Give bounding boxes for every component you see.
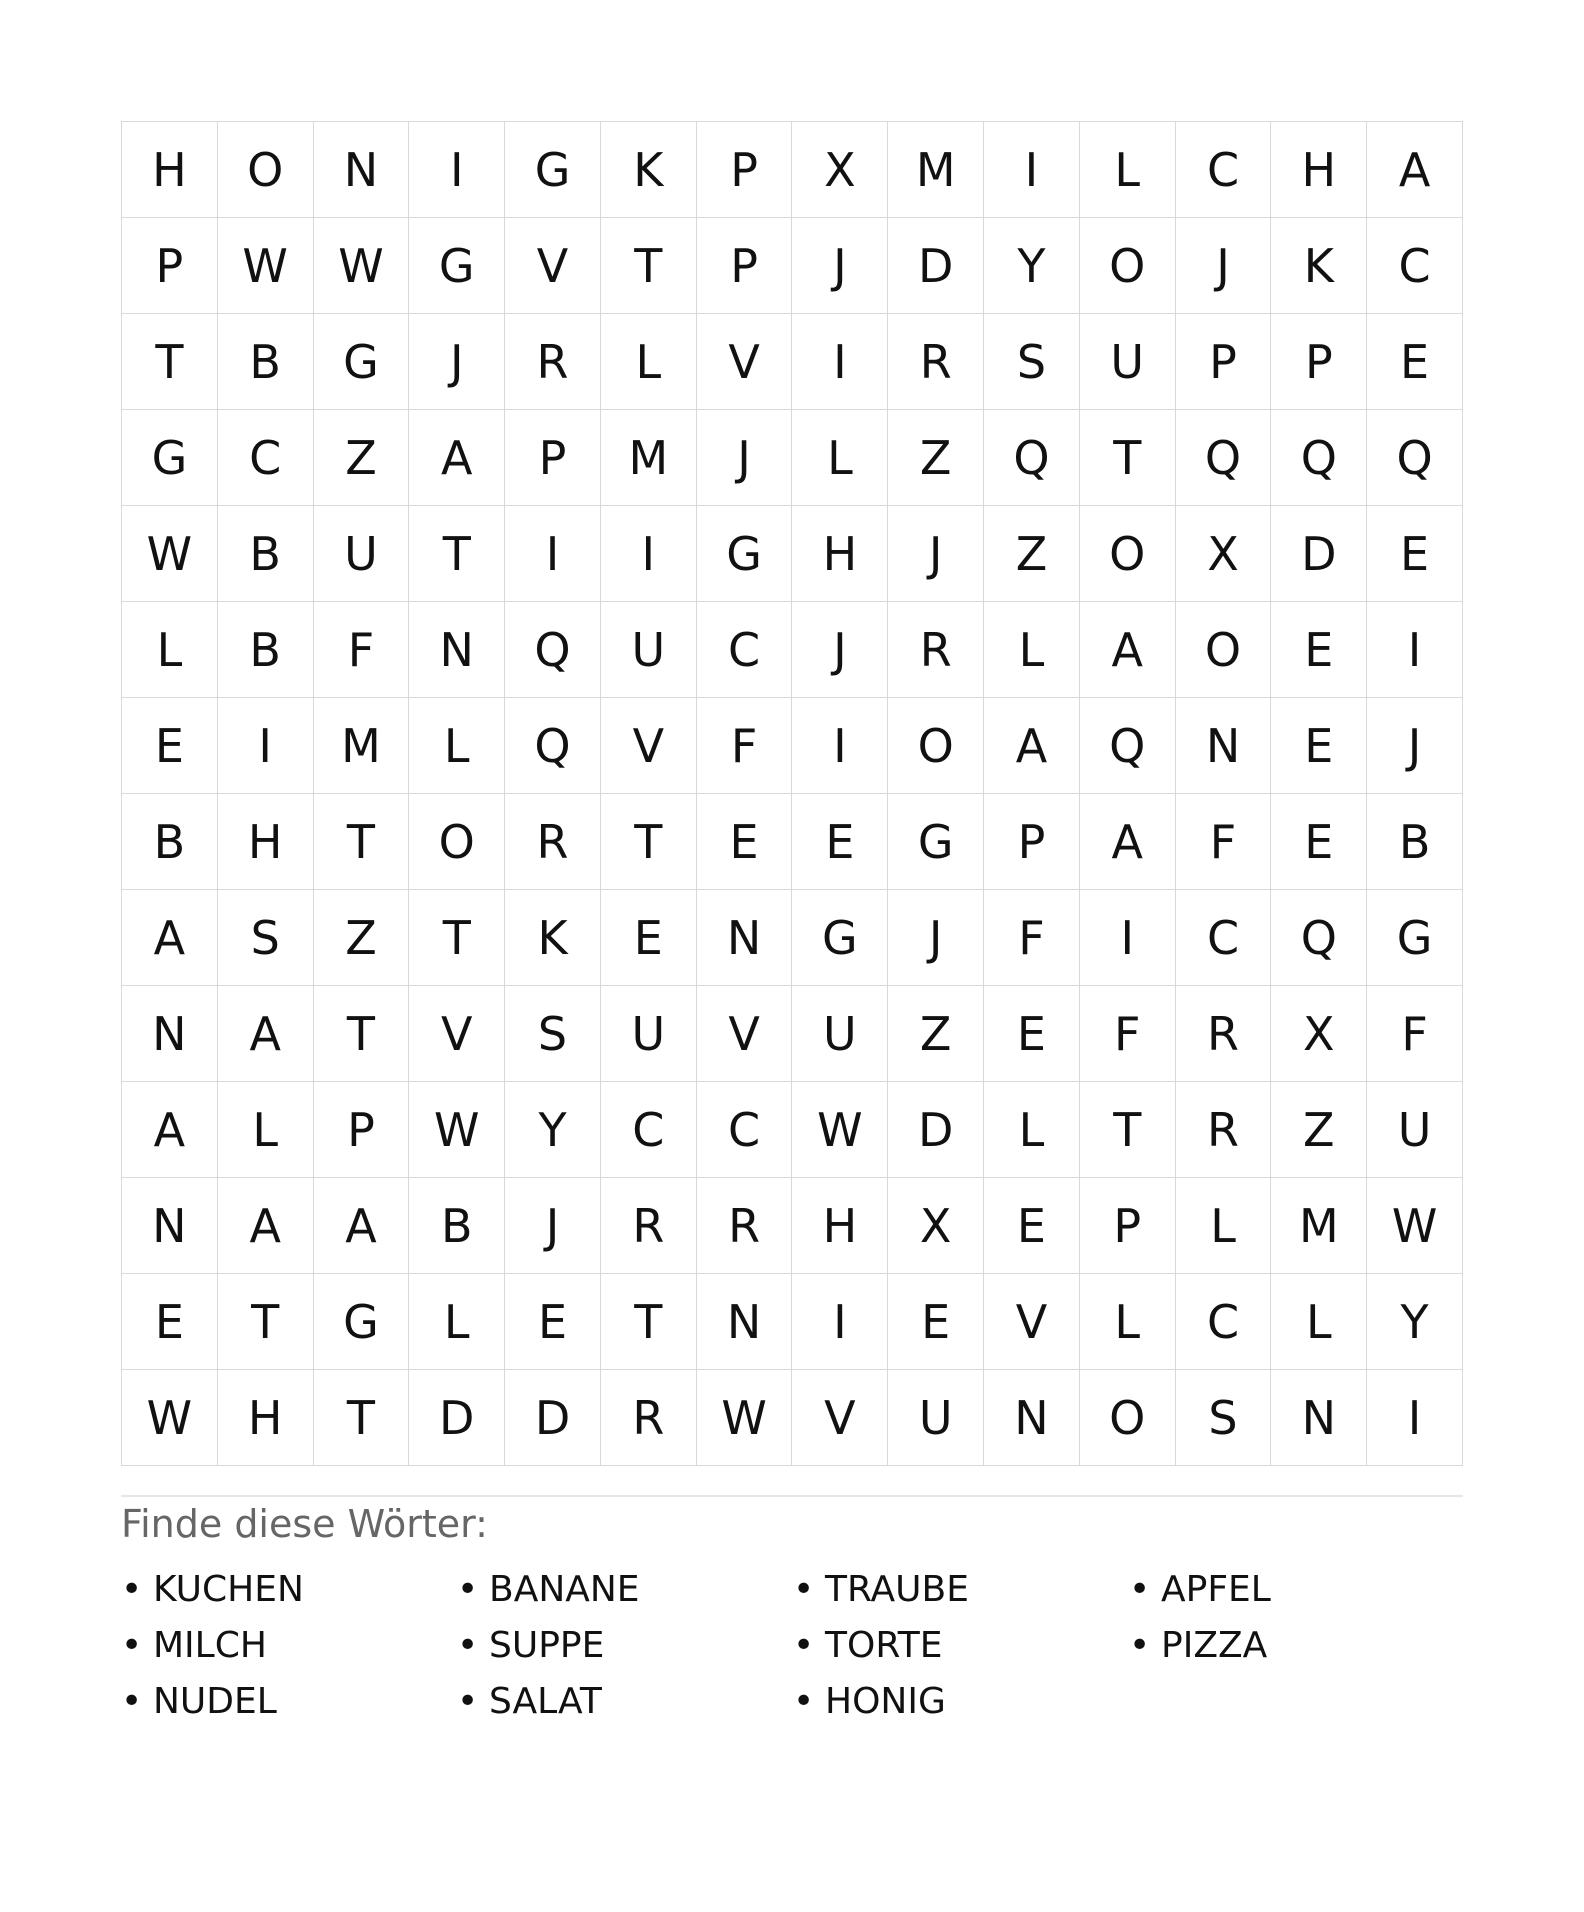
bullet-icon: • <box>793 1568 815 1610</box>
grid-cell[interactable]: V <box>697 314 793 410</box>
bullet-icon: • <box>1129 1624 1151 1666</box>
grid-cell[interactable]: K <box>601 122 697 218</box>
grid-cell[interactable]: E <box>1271 698 1367 794</box>
grid-cell[interactable]: L <box>1080 1274 1176 1370</box>
grid-cell[interactable]: Z <box>984 506 1080 602</box>
grid-cell[interactable]: D <box>409 1370 505 1466</box>
grid-cell[interactable]: E <box>888 1274 984 1370</box>
grid-cell[interactable]: L <box>792 410 888 506</box>
grid-cell[interactable]: A <box>984 698 1080 794</box>
grid-cell[interactable]: V <box>601 698 697 794</box>
grid-cell[interactable]: R <box>505 314 601 410</box>
grid-cell[interactable]: N <box>1271 1370 1367 1466</box>
grid-cell[interactable]: T <box>1080 1082 1176 1178</box>
divider <box>121 1495 1463 1497</box>
grid-cell[interactable]: L <box>1176 1178 1272 1274</box>
bullet-icon: • <box>457 1568 479 1610</box>
grid-cell[interactable]: W <box>697 1370 793 1466</box>
grid-cell[interactable]: Q <box>1176 410 1272 506</box>
grid-cell[interactable]: L <box>984 1082 1080 1178</box>
grid-cell[interactable]: M <box>1271 1178 1367 1274</box>
grid-cell[interactable]: D <box>1271 506 1367 602</box>
grid-cell[interactable]: U <box>601 602 697 698</box>
grid-cell[interactable]: M <box>601 410 697 506</box>
word-label: APFEL <box>1161 1568 1271 1610</box>
grid-cell[interactable]: N <box>122 986 218 1082</box>
grid-cell[interactable]: D <box>888 218 984 314</box>
grid-cell[interactable]: I <box>505 506 601 602</box>
word-label: KUCHEN <box>153 1568 304 1610</box>
grid-cell[interactable]: W <box>122 1370 218 1466</box>
grid-cell[interactable]: X <box>1176 506 1272 602</box>
grid-cell[interactable]: O <box>218 122 314 218</box>
grid-cell[interactable]: E <box>1367 506 1463 602</box>
grid-cell[interactable]: G <box>122 410 218 506</box>
grid-cell[interactable]: B <box>122 794 218 890</box>
grid-cell[interactable]: C <box>1176 1274 1272 1370</box>
bullet-icon: • <box>1129 1568 1151 1610</box>
grid-cell[interactable]: Q <box>984 410 1080 506</box>
word-list-item <box>793 1617 1129 1673</box>
grid-cell[interactable]: O <box>1176 602 1272 698</box>
grid-cell[interactable]: U <box>601 986 697 1082</box>
grid-cell[interactable]: J <box>1367 698 1463 794</box>
grid-cell[interactable]: Z <box>1271 1082 1367 1178</box>
grid-cell[interactable]: E <box>122 698 218 794</box>
grid-cell[interactable]: U <box>888 1370 984 1466</box>
grid-cell[interactable]: Y <box>984 218 1080 314</box>
grid-cell[interactable]: B <box>218 506 314 602</box>
grid-cell[interactable]: B <box>218 314 314 410</box>
word-label: BANANE <box>489 1568 640 1610</box>
word-list-item <box>121 1561 457 1617</box>
grid-cell[interactable]: R <box>1176 986 1272 1082</box>
word-list-item <box>121 1617 457 1673</box>
grid-cell[interactable]: P <box>314 1082 410 1178</box>
grid-cell[interactable]: H <box>122 122 218 218</box>
grid-cell[interactable]: A <box>122 1082 218 1178</box>
grid-cell[interactable]: A <box>409 410 505 506</box>
grid-cell[interactable]: J <box>792 602 888 698</box>
grid-cell[interactable]: T <box>314 794 410 890</box>
grid-cell[interactable]: P <box>984 794 1080 890</box>
grid-cell[interactable]: C <box>1367 218 1463 314</box>
grid-cell[interactable]: E <box>505 1274 601 1370</box>
grid-cell[interactable]: A <box>218 986 314 1082</box>
grid-cell[interactable]: Z <box>888 986 984 1082</box>
word-list-item <box>793 1561 1129 1617</box>
grid-cell[interactable]: J <box>697 410 793 506</box>
grid-cell[interactable]: Z <box>314 890 410 986</box>
grid-cell[interactable]: V <box>697 986 793 1082</box>
grid-cell[interactable]: E <box>1271 794 1367 890</box>
grid-cell[interactable]: R <box>888 314 984 410</box>
word-list-item <box>793 1673 1129 1729</box>
word-label: SALAT <box>489 1680 602 1722</box>
word-list-item <box>457 1561 793 1617</box>
grid-cell[interactable]: U <box>1080 314 1176 410</box>
word-label: TORTE <box>825 1624 943 1666</box>
word-list-item <box>121 1673 457 1729</box>
grid-cell[interactable]: X <box>888 1178 984 1274</box>
grid-cell[interactable]: L <box>1271 1274 1367 1370</box>
grid-cell[interactable]: I <box>792 314 888 410</box>
grid-cell[interactable]: C <box>697 1082 793 1178</box>
grid-cell[interactable]: H <box>792 506 888 602</box>
grid-cell[interactable]: P <box>1176 314 1272 410</box>
word-list <box>121 1561 1463 1729</box>
grid-cell[interactable]: W <box>218 218 314 314</box>
grid-cell[interactable]: M <box>888 122 984 218</box>
grid-cell[interactable]: N <box>122 1178 218 1274</box>
grid-cell[interactable]: W <box>314 218 410 314</box>
grid-cell[interactable]: V <box>505 218 601 314</box>
grid-cell[interactable]: J <box>792 218 888 314</box>
grid-cell[interactable]: F <box>1176 794 1272 890</box>
grid-cell[interactable]: R <box>1176 1082 1272 1178</box>
grid-cell[interactable]: C <box>1176 122 1272 218</box>
grid-cell[interactable]: D <box>505 1370 601 1466</box>
grid-cell[interactable]: I <box>984 122 1080 218</box>
grid-cell[interactable]: I <box>601 506 697 602</box>
grid-cell[interactable]: F <box>1080 986 1176 1082</box>
grid-cell[interactable]: H <box>218 794 314 890</box>
grid-cell[interactable]: S <box>984 314 1080 410</box>
grid-cell[interactable]: I <box>218 698 314 794</box>
grid-cell[interactable]: N <box>697 1274 793 1370</box>
grid-cell[interactable]: N <box>1176 698 1272 794</box>
grid-cell[interactable]: T <box>314 986 410 1082</box>
bullet-icon: • <box>121 1680 143 1722</box>
word-list-item <box>1129 1561 1465 1617</box>
grid-cell[interactable]: S <box>218 890 314 986</box>
bullet-icon: • <box>793 1680 815 1722</box>
grid-cell[interactable]: I <box>792 1274 888 1370</box>
grid-cell[interactable]: T <box>601 794 697 890</box>
grid-cell[interactable]: M <box>314 698 410 794</box>
grid-cell[interactable]: I <box>792 698 888 794</box>
grid-cell[interactable]: G <box>409 218 505 314</box>
grid-cell[interactable]: I <box>1367 602 1463 698</box>
grid-cell[interactable]: N <box>984 1370 1080 1466</box>
grid-cell[interactable]: E <box>601 890 697 986</box>
grid-cell[interactable]: Q <box>505 698 601 794</box>
word-label: SUPPE <box>489 1624 605 1666</box>
grid-cell[interactable]: T <box>218 1274 314 1370</box>
grid-cell[interactable]: Q <box>1080 698 1176 794</box>
grid-cell[interactable]: E <box>792 794 888 890</box>
word-list-item <box>1129 1617 1465 1673</box>
word-label: MILCH <box>153 1624 267 1666</box>
grid-cell[interactable]: L <box>1080 122 1176 218</box>
grid-cell[interactable]: P <box>697 218 793 314</box>
grid-cell[interactable]: E <box>1367 314 1463 410</box>
grid-cell[interactable]: L <box>218 1082 314 1178</box>
grid-cell[interactable]: G <box>1367 890 1463 986</box>
grid-cell[interactable]: J <box>409 314 505 410</box>
word-label: PIZZA <box>1161 1624 1268 1666</box>
grid-cell[interactable]: C <box>1176 890 1272 986</box>
bullet-icon: • <box>457 1624 479 1666</box>
grid-cell[interactable]: C <box>697 602 793 698</box>
grid-cell[interactable]: E <box>697 794 793 890</box>
grid-cell[interactable]: L <box>601 314 697 410</box>
grid-cell[interactable]: G <box>888 794 984 890</box>
grid-cell[interactable]: J <box>888 890 984 986</box>
grid-cell[interactable]: F <box>984 890 1080 986</box>
grid-cell[interactable]: T <box>409 506 505 602</box>
word-label: HONIG <box>825 1680 946 1722</box>
grid-cell[interactable]: P <box>1271 314 1367 410</box>
grid-cell[interactable]: E <box>984 986 1080 1082</box>
grid-cell[interactable]: Q <box>1367 410 1463 506</box>
grid-cell[interactable]: L <box>409 698 505 794</box>
grid-cell[interactable]: A <box>1080 602 1176 698</box>
grid-cell[interactable]: D <box>888 1082 984 1178</box>
grid-cell[interactable]: R <box>601 1370 697 1466</box>
grid-cell[interactable]: T <box>601 1274 697 1370</box>
grid-cell[interactable]: N <box>314 122 410 218</box>
bullet-icon: • <box>457 1680 479 1722</box>
grid-cell[interactable]: K <box>1271 218 1367 314</box>
grid-cell[interactable]: J <box>888 506 984 602</box>
grid-cell[interactable]: T <box>601 218 697 314</box>
grid-cell[interactable]: U <box>792 986 888 1082</box>
grid-cell[interactable]: T <box>122 314 218 410</box>
grid-cell[interactable]: C <box>601 1082 697 1178</box>
grid-cell[interactable]: V <box>984 1274 1080 1370</box>
grid-cell[interactable]: J <box>505 1178 601 1274</box>
grid-cell[interactable]: Y <box>1367 1274 1463 1370</box>
grid-cell[interactable]: K <box>505 890 601 986</box>
grid-cell[interactable]: O <box>1080 218 1176 314</box>
grid-cell[interactable]: T <box>1080 410 1176 506</box>
grid-cell[interactable]: J <box>1176 218 1272 314</box>
grid-cell[interactable]: R <box>888 602 984 698</box>
grid-cell[interactable]: P <box>122 218 218 314</box>
grid-cell[interactable]: E <box>984 1178 1080 1274</box>
grid-cell[interactable]: G <box>697 506 793 602</box>
grid-cell[interactable]: I <box>1367 1370 1463 1466</box>
grid-cell[interactable]: A <box>122 890 218 986</box>
grid-cell[interactable]: A <box>1367 122 1463 218</box>
grid-cell[interactable]: A <box>314 1178 410 1274</box>
grid-cell[interactable]: S <box>505 986 601 1082</box>
grid-cell[interactable]: A <box>218 1178 314 1274</box>
grid-cell[interactable]: N <box>409 602 505 698</box>
grid-cell[interactable]: O <box>409 794 505 890</box>
grid-cell[interactable]: G <box>792 890 888 986</box>
grid-cell[interactable]: W <box>409 1082 505 1178</box>
grid-cell[interactable]: F <box>1367 986 1463 1082</box>
grid-cell[interactable]: B <box>409 1178 505 1274</box>
grid-cell[interactable]: Z <box>888 410 984 506</box>
grid-cell[interactable]: C <box>218 410 314 506</box>
grid-cell[interactable]: Z <box>314 410 410 506</box>
grid-cell[interactable]: O <box>888 698 984 794</box>
grid-cell[interactable]: G <box>505 122 601 218</box>
instructions-label: Finde diese Wörter: <box>121 1502 488 1546</box>
grid-cell[interactable]: R <box>505 794 601 890</box>
bullet-icon: • <box>793 1624 815 1666</box>
grid-cell[interactable]: Q <box>505 602 601 698</box>
grid-cell[interactable]: B <box>1367 794 1463 890</box>
grid-cell[interactable]: T <box>314 1370 410 1466</box>
grid-cell[interactable]: S <box>1176 1370 1272 1466</box>
grid-cell[interactable]: X <box>1271 986 1367 1082</box>
grid-cell[interactable]: R <box>697 1178 793 1274</box>
grid-cell[interactable]: V <box>409 986 505 1082</box>
grid-cell[interactable]: P <box>1080 1178 1176 1274</box>
grid-cell[interactable]: H <box>218 1370 314 1466</box>
grid-cell[interactable]: F <box>697 698 793 794</box>
grid-cell[interactable]: L <box>984 602 1080 698</box>
grid-cell[interactable]: A <box>1080 794 1176 890</box>
grid-cell[interactable]: E <box>1271 602 1367 698</box>
grid-cell[interactable]: Q <box>1271 890 1367 986</box>
word-list-item <box>457 1617 793 1673</box>
grid-cell[interactable]: Q <box>1271 410 1367 506</box>
grid-cell[interactable]: B <box>218 602 314 698</box>
grid-cell[interactable]: W <box>122 506 218 602</box>
grid-cell[interactable]: R <box>601 1178 697 1274</box>
grid-cell[interactable]: P <box>505 410 601 506</box>
grid-cell[interactable]: P <box>697 122 793 218</box>
grid-cell[interactable]: I <box>1080 890 1176 986</box>
grid-cell[interactable]: X <box>792 122 888 218</box>
grid-cell[interactable]: I <box>409 122 505 218</box>
grid-cell[interactable]: T <box>409 890 505 986</box>
bullet-icon: • <box>121 1624 143 1666</box>
grid-cell[interactable]: L <box>122 602 218 698</box>
grid-cell[interactable]: G <box>314 1274 410 1370</box>
grid-cell[interactable]: H <box>792 1178 888 1274</box>
grid-cell[interactable]: O <box>1080 1370 1176 1466</box>
grid-cell[interactable]: U <box>1367 1082 1463 1178</box>
word-label: NUDEL <box>153 1680 277 1722</box>
grid-cell[interactable]: L <box>409 1274 505 1370</box>
letter-grid <box>121 121 1463 1466</box>
grid-cell[interactable]: F <box>314 602 410 698</box>
grid-cell[interactable]: Y <box>505 1082 601 1178</box>
grid-cell[interactable]: W <box>792 1082 888 1178</box>
word-list-item <box>457 1673 793 1729</box>
grid-cell[interactable]: V <box>792 1370 888 1466</box>
grid-cell[interactable]: N <box>697 890 793 986</box>
word-search-puzzle <box>121 121 1463 1729</box>
grid-cell[interactable]: U <box>314 506 410 602</box>
grid-cell[interactable]: W <box>1367 1178 1463 1274</box>
word-label: TRAUBE <box>825 1568 969 1610</box>
grid-cell[interactable]: H <box>1271 122 1367 218</box>
grid-cell[interactable]: G <box>314 314 410 410</box>
grid-cell[interactable]: O <box>1080 506 1176 602</box>
grid-cell[interactable]: E <box>122 1274 218 1370</box>
bullet-icon: • <box>121 1568 143 1610</box>
